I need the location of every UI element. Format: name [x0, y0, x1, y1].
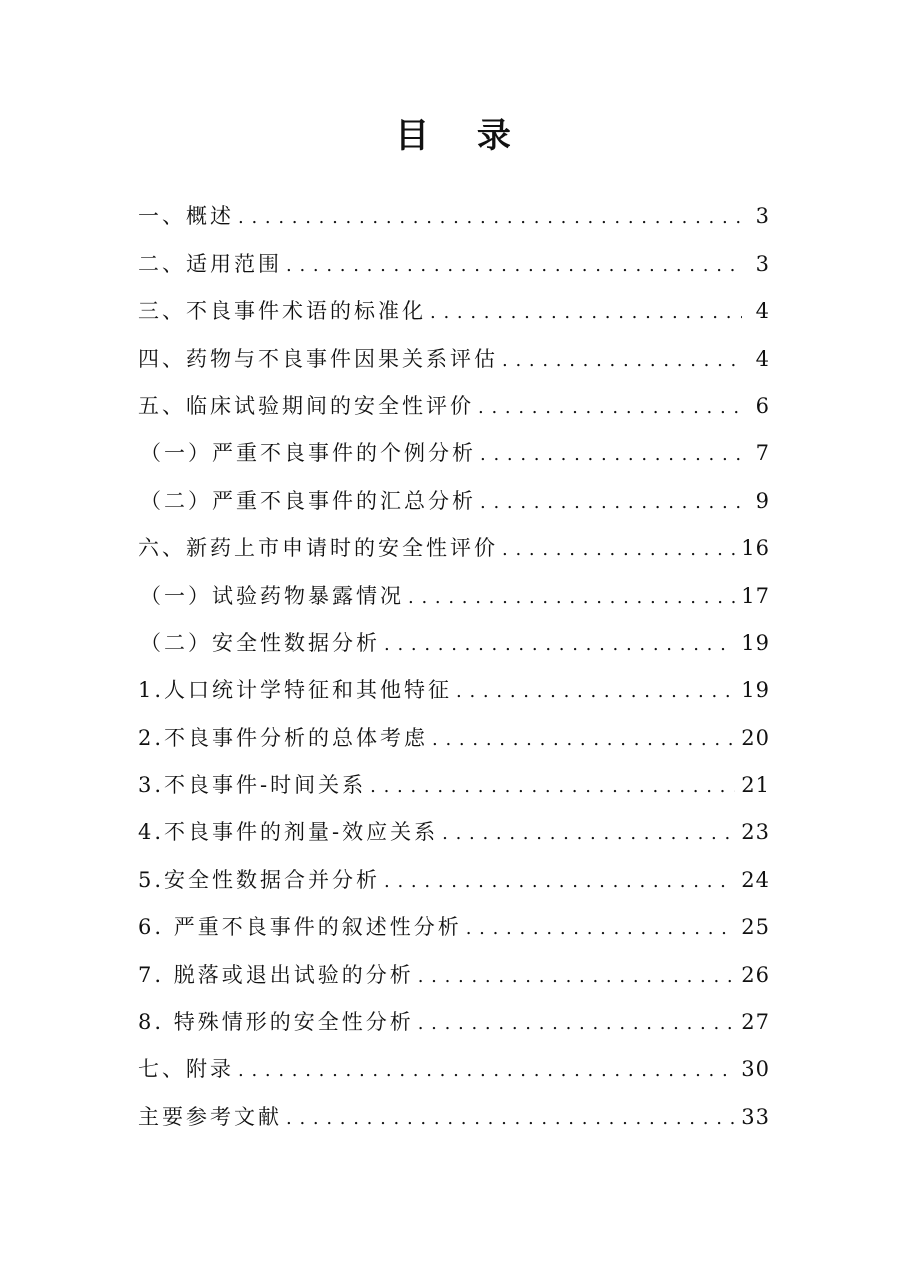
toc-entry-page: 19 — [741, 678, 770, 703]
toc-entry-label: 三、不良事件术语的标准化 — [138, 299, 426, 324]
toc-entry-page: 33 — [741, 1104, 770, 1129]
toc-entry-label: 5.安全性数据合并分析 — [138, 867, 381, 892]
toc-entry-page: 4 — [755, 299, 770, 324]
toc-entry-page: 7 — [755, 441, 770, 466]
toc-dot-leader — [418, 968, 736, 986]
toc-entry-page: 23 — [741, 820, 770, 845]
toc-title: 目 录 — [395, 116, 529, 156]
toc-dot-leader — [286, 257, 742, 275]
toc-entry-label: 七、附录 — [138, 1057, 234, 1082]
toc-dot-leader — [430, 304, 742, 322]
toc-entry-label: 一、概述 — [138, 204, 234, 229]
toc-dot-leader — [478, 399, 742, 417]
toc-entry-label: 7. 脱落或退出试验的分析 — [138, 962, 414, 987]
toc-dot-leader — [502, 541, 735, 559]
toc-entry[interactable] — [138, 986, 770, 1033]
toc-dot-leader — [466, 920, 736, 938]
toc-entry-page: 21 — [741, 773, 770, 798]
toc-dot-leader — [408, 589, 735, 607]
toc-entry-page: 16 — [741, 536, 770, 561]
toc-entry-label: 4.不良事件的剂量-效应关系 — [138, 820, 439, 845]
toc-entry[interactable] — [138, 180, 770, 227]
toc-entry-page: 19 — [741, 630, 770, 655]
toc-entry-page: 3 — [755, 251, 770, 276]
toc-entry-page: 17 — [741, 583, 770, 608]
toc-entry-page: 9 — [755, 488, 770, 513]
toc-entry[interactable] — [138, 607, 770, 654]
toc-entry-label: 二、适用范围 — [138, 251, 282, 276]
toc-entry-page: 26 — [741, 962, 770, 987]
toc-entry[interactable] — [138, 891, 770, 938]
toc-dot-leader — [432, 731, 735, 749]
toc-entry-page: 20 — [741, 725, 770, 750]
toc-entry-label: 主要参考文献 — [138, 1104, 282, 1129]
toc-entry-label: 四、药物与不良事件因果关系评估 — [138, 346, 498, 371]
toc-entry-label: （一）试验药物暴露情况 — [140, 583, 404, 608]
toc-entry[interactable] — [138, 1033, 770, 1080]
toc-dot-leader — [384, 636, 735, 654]
toc-list — [138, 180, 770, 1128]
toc-entry[interactable] — [138, 1080, 770, 1127]
toc-entry-label: 6. 严重不良事件的叙述性分析 — [138, 915, 462, 940]
toc-dot-leader — [480, 494, 742, 512]
toc-entry[interactable] — [138, 227, 770, 274]
toc-entry-label: 1.人口统计学特征和其他特征 — [138, 678, 453, 703]
toc-dot-leader — [286, 1110, 735, 1128]
toc-dot-leader — [418, 1015, 736, 1033]
toc-entry-label: 3.不良事件-时间关系 — [138, 773, 367, 798]
toc-entry[interactable] — [138, 701, 770, 748]
toc-entry-label: 六、新药上市申请时的安全性评价 — [138, 536, 498, 561]
toc-entry-label: 2.不良事件分析的总体考虑 — [138, 725, 429, 750]
toc-entry[interactable] — [138, 843, 770, 890]
toc-dot-leader — [502, 352, 742, 370]
toc-entry-page: 25 — [741, 915, 770, 940]
toc-entry-page: 27 — [741, 1010, 770, 1035]
toc-entry[interactable] — [138, 512, 770, 559]
toc-entry-page: 24 — [741, 867, 770, 892]
toc-entry[interactable] — [138, 417, 770, 464]
toc-entry[interactable] — [138, 559, 770, 606]
toc-entry-label: （二）严重不良事件的汇总分析 — [140, 488, 476, 513]
toc-entry-page: 30 — [741, 1057, 770, 1082]
toc-entry-page: 4 — [755, 346, 770, 371]
toc-entry-label: （二）安全性数据分析 — [140, 630, 380, 655]
toc-entry[interactable] — [138, 938, 770, 985]
toc-entry[interactable] — [138, 464, 770, 511]
toc-dot-leader — [238, 1062, 735, 1080]
toc-dot-leader — [238, 209, 742, 227]
toc-dot-leader — [480, 446, 742, 464]
toc-entry[interactable] — [138, 370, 770, 417]
toc-dot-leader — [370, 778, 735, 796]
toc-entry-page: 6 — [755, 393, 770, 418]
toc-dot-leader — [456, 683, 735, 701]
toc-entry-label: （一）严重不良事件的个例分析 — [140, 441, 476, 466]
toc-dot-leader — [384, 873, 735, 891]
toc-entry-label: 8. 特殊情形的安全性分析 — [138, 1010, 414, 1035]
toc-entry-label: 五、临床试验期间的安全性评价 — [138, 393, 474, 418]
toc-entry[interactable] — [138, 654, 770, 701]
toc-dot-leader — [442, 825, 735, 843]
toc-entry[interactable] — [138, 322, 770, 369]
toc-entry[interactable] — [138, 796, 770, 843]
toc-entry[interactable] — [138, 275, 770, 322]
toc-entry[interactable] — [138, 749, 770, 796]
toc-entry-page: 3 — [755, 204, 770, 229]
